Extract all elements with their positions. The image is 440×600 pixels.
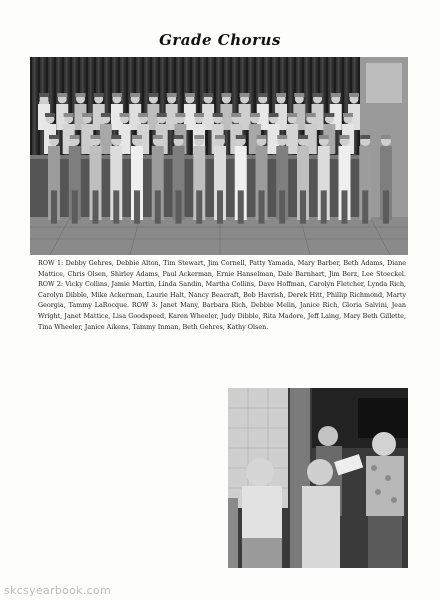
figure-hair	[324, 113, 334, 117]
figure-hair	[57, 93, 67, 97]
photo-caption: ROW 1: Debby Gehres, Debbie Alton, Tim Stewart, Jim Cornell, Patty Yamada, Mary Barber, Beth Adams, Diane Mattice, Chris Olsen, Shirley Adams, Paul Ackerman, Ernie Hanselman, Dale Barnhart, Jim Berz, Lee Stoeckel. ROW 2: Vicky Collins, Jamie Martin, Linda Sandin, Martha Collins, Dave Hoffman, Carolyn Fletcher, Lynda Rich, Carolyn Dibble, Mike Ackerman, Laurie Halt, Nancy Beacraft, Bob Havrish, Derek Hitt, Phillip Richmond, Marty Georgia, Tammy LaRocque. ROW 3: Janet Many, Barbara Rich, Debbie Melin, Janice Rich, Gloria Salvini, Jean Wright, Janet Mattice, Lisa Goodspeed, Karen Wheeler, Judy Dibble, Rita Madore, Jeff Laing, Mary Beth Gillette, Tina Wheeler, Janice Aikens, Tammy Inman, Beth Gehres, Kathy Olsen.	[38, 259, 406, 331]
figure-hair	[331, 93, 341, 97]
figure-legs	[196, 190, 202, 223]
figure-legs	[321, 190, 327, 223]
figure-hair	[194, 135, 204, 139]
figure-legs	[155, 190, 161, 223]
figure-hair	[148, 93, 158, 97]
page-title: Grade Chorus	[159, 31, 281, 49]
figure-hair	[75, 93, 85, 97]
figure-legs	[238, 190, 244, 223]
figure-legs	[300, 190, 306, 223]
figure-hair	[101, 113, 111, 117]
figure-hair	[215, 135, 225, 139]
candid-photo	[228, 388, 408, 568]
figure-legs	[51, 190, 57, 223]
figure-hair	[269, 113, 279, 117]
figure-hair	[277, 135, 287, 139]
figure-legs	[217, 190, 223, 223]
figure-hair	[175, 113, 185, 117]
figure-hair	[120, 113, 130, 117]
figure-legs	[176, 190, 182, 223]
figure-hair	[298, 135, 308, 139]
chorus-group-photo	[30, 57, 408, 255]
figure-hair	[258, 93, 268, 97]
site-watermark: skcsyearbook.com	[4, 584, 112, 597]
figure-hair	[257, 135, 267, 139]
figure-hair	[306, 113, 316, 117]
figure-legs	[72, 190, 78, 223]
figure-hair	[381, 135, 391, 139]
figure-legs	[362, 190, 368, 223]
figure-hair	[343, 113, 353, 117]
figure-hair	[340, 135, 350, 139]
figure-hair	[39, 93, 49, 97]
figure-hair	[194, 113, 204, 117]
figure-legs	[113, 190, 119, 223]
figure-hair	[94, 93, 104, 97]
figure-hair	[64, 113, 74, 117]
figure-legs	[134, 190, 140, 223]
figure-hair	[276, 93, 286, 97]
figure-hair	[91, 135, 101, 139]
figure-hair	[138, 113, 148, 117]
figure-body	[100, 124, 112, 154]
figure-legs	[93, 190, 99, 223]
figure-hair	[250, 113, 260, 117]
figure-hair	[319, 135, 329, 139]
figure-hair	[49, 135, 59, 139]
figure-hair	[231, 113, 241, 117]
figure-legs	[279, 190, 285, 223]
figure-hair	[132, 135, 142, 139]
figure-hair	[111, 135, 121, 139]
figure-hair	[174, 135, 184, 139]
figure-legs	[259, 190, 265, 223]
figure-hair	[349, 93, 359, 97]
figure-hair	[153, 135, 163, 139]
figure-hair	[287, 113, 297, 117]
figure-hair	[360, 135, 370, 139]
figure-legs	[342, 190, 348, 223]
figure-hair	[313, 93, 323, 97]
figure-hair	[240, 93, 250, 97]
figure-hair	[70, 135, 80, 139]
figure-hair	[82, 113, 92, 117]
figure-hair	[221, 93, 231, 97]
figure-hair	[213, 113, 223, 117]
figure-hair	[112, 93, 122, 97]
figure-hair	[185, 93, 195, 97]
figure-hair	[167, 93, 177, 97]
figure-hair	[203, 93, 213, 97]
figure-hair	[45, 113, 55, 117]
figure-hair	[236, 135, 246, 139]
figure-hair	[294, 93, 304, 97]
figure-hair	[157, 113, 167, 117]
figure-legs	[383, 190, 389, 223]
figure-hair	[130, 93, 140, 97]
